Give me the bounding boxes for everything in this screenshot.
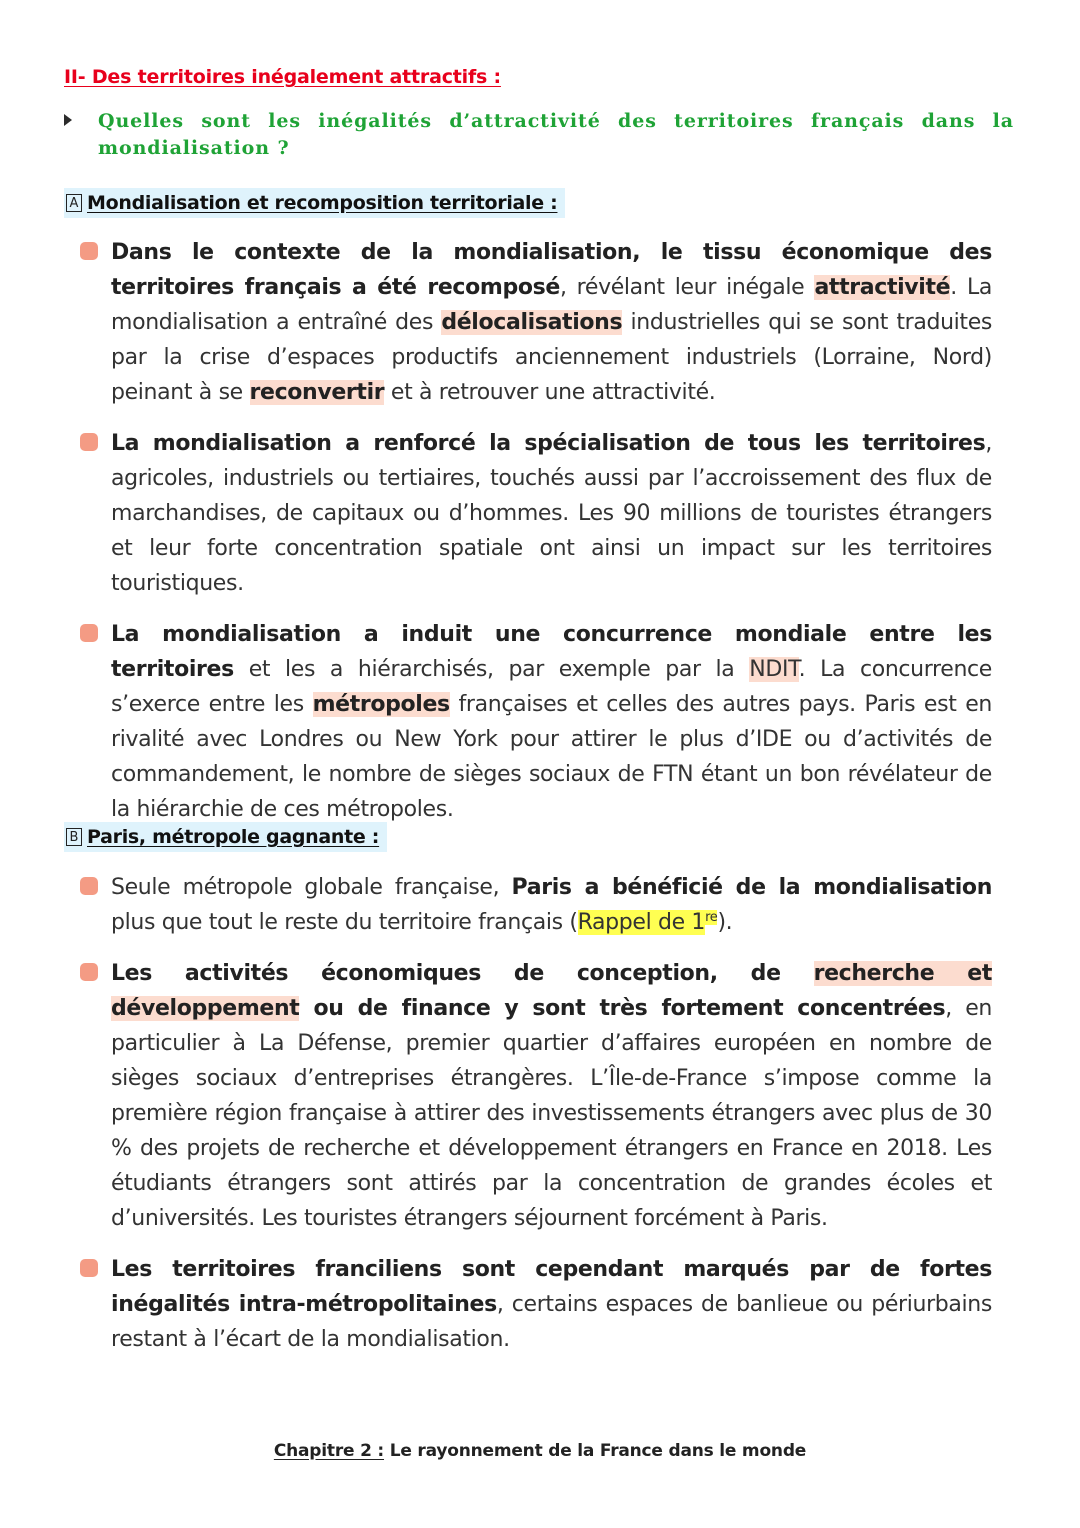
footer-chapter-title: Le rayonnement de la France dans le monde xyxy=(384,1441,807,1461)
letter-a-box-icon: A xyxy=(66,194,82,212)
paragraph-item xyxy=(80,956,992,1236)
highlighted-term: NDIT xyxy=(749,657,799,682)
paragraph-text xyxy=(111,235,992,410)
paragraph-item xyxy=(80,617,992,827)
paragraph-text xyxy=(111,617,992,827)
square-bullet-icon xyxy=(80,963,98,981)
question-text: Quelles sont les inégalités d’attractivité des territoires français dans la mondialisation ? xyxy=(98,110,1014,159)
text-run: , certains espaces de banlieue ou périurbains restant à l’écart de la mondialisation. xyxy=(111,1292,992,1352)
section-a-heading xyxy=(64,188,565,218)
square-bullet-icon xyxy=(80,1259,98,1277)
section-b-title: Paris, métropole gagnante : xyxy=(87,826,380,848)
bold-phrase: La mondialisation a renforcé la spécialisation de tous les territoires xyxy=(111,431,986,456)
problem-question xyxy=(64,108,1014,162)
bold-phrase: Les territoires franciliens sont cependant marqués par de fortes inégalités intra-métropolitaines xyxy=(111,1257,992,1317)
paragraph-text xyxy=(111,870,992,940)
text-run: , agricoles, industriels ou tertiaires, touchés aussi par l’accroissement des flux de marchandises, de capitaux ou d’hommes. Les 90 millions de touristes étrangers et leur forte concentration spatiale ont ainsi un impact sur les territoires touristiques. xyxy=(111,431,992,596)
page-footer xyxy=(0,1441,1080,1461)
square-bullet-icon xyxy=(80,877,98,895)
letter-b-box-icon: B xyxy=(66,828,82,846)
paragraph-text xyxy=(111,956,992,1236)
highlighted-term: Rappel de 1 xyxy=(577,910,706,935)
bold-phrase: Dans le contexte de la mondialisation, le tissu économique des territoires français a été recomposé xyxy=(111,240,992,300)
paragraph-item xyxy=(80,426,992,601)
paragraph-item xyxy=(80,1252,992,1357)
highlighted-term: reconvertir xyxy=(249,380,385,405)
bold-phrase: Les activités économiques de conception, de xyxy=(111,961,814,986)
highlighted-term: re xyxy=(705,909,718,925)
text-run: industrielles qui se sont traduites par la crise d’espaces productifs anciennement industriels (Lorraine, Nord) peinant à se xyxy=(111,310,992,405)
paragraph-item xyxy=(80,235,992,410)
section-a-title: Mondialisation et recomposition territoriale : xyxy=(87,192,558,214)
bold-phrase: Paris a bénéficié de la mondialisation xyxy=(511,875,993,900)
highlighted-term: recherche et développement xyxy=(111,961,992,1021)
paragraph-text xyxy=(111,426,992,601)
bold-phrase: La mondialisation a induit une concurrence mondiale entre les territoires xyxy=(111,622,992,682)
highlighted-term: délocalisations xyxy=(441,310,623,335)
paragraph-item xyxy=(80,870,992,940)
text-run: françaises et celles des autres pays. Paris est en rivalité avec Londres ou New York pour attirer le plus d’IDE ou d’activités de commandement, le nombre de sièges sociaux de FTN étant un bon révélateur de la hiérarchie de ces métropoles. xyxy=(111,692,992,822)
section-b-heading xyxy=(64,822,387,852)
section-a-paragraphs xyxy=(80,235,992,843)
text-run: ). xyxy=(717,910,733,935)
square-bullet-icon xyxy=(80,624,98,642)
text-run: Seule métropole globale française, xyxy=(111,875,512,900)
paragraph-text xyxy=(111,1252,992,1357)
highlighted-term: métropoles xyxy=(312,692,450,717)
bold-phrase: ou de finance y sont très fortement concentrées xyxy=(299,996,946,1021)
text-run: . La mondialisation a entraîné des xyxy=(111,275,993,335)
text-run: , en particulier à La Défense, premier quartier d’affaires européen en nombre de sièges sociaux d’entreprises étrangères. L’Île-de-France s’impose comme la première région française à attirer des investissements étrangers avec plus de 30 % des projets de recherche et développement étrangers en France en 2018. Les étudiants étrangers sont attirés par la concentration de grandes écoles et d’universités. Les touristes étrangers séjournent forcément à Paris. xyxy=(111,996,992,1231)
text-run: plus que tout le reste du territoire français ( xyxy=(111,910,578,935)
text-run: et à retrouver une attractivité. xyxy=(384,380,716,405)
text-run: . La concurrence s’exerce entre les xyxy=(111,657,992,717)
triangle-bullet-icon xyxy=(64,114,72,126)
text-run: et les a hiérarchisés, par exemple par la xyxy=(233,657,750,682)
footer-chapter-label: Chapitre 2 : xyxy=(273,1441,385,1461)
highlighted-term: attractivité xyxy=(814,275,951,300)
square-bullet-icon xyxy=(80,242,98,260)
square-bullet-icon xyxy=(80,433,98,451)
main-title: II- Des territoires inégalement attractifs : xyxy=(64,66,501,88)
section-b-paragraphs xyxy=(80,870,992,1373)
text-run: , révélant leur inégale xyxy=(559,275,815,300)
